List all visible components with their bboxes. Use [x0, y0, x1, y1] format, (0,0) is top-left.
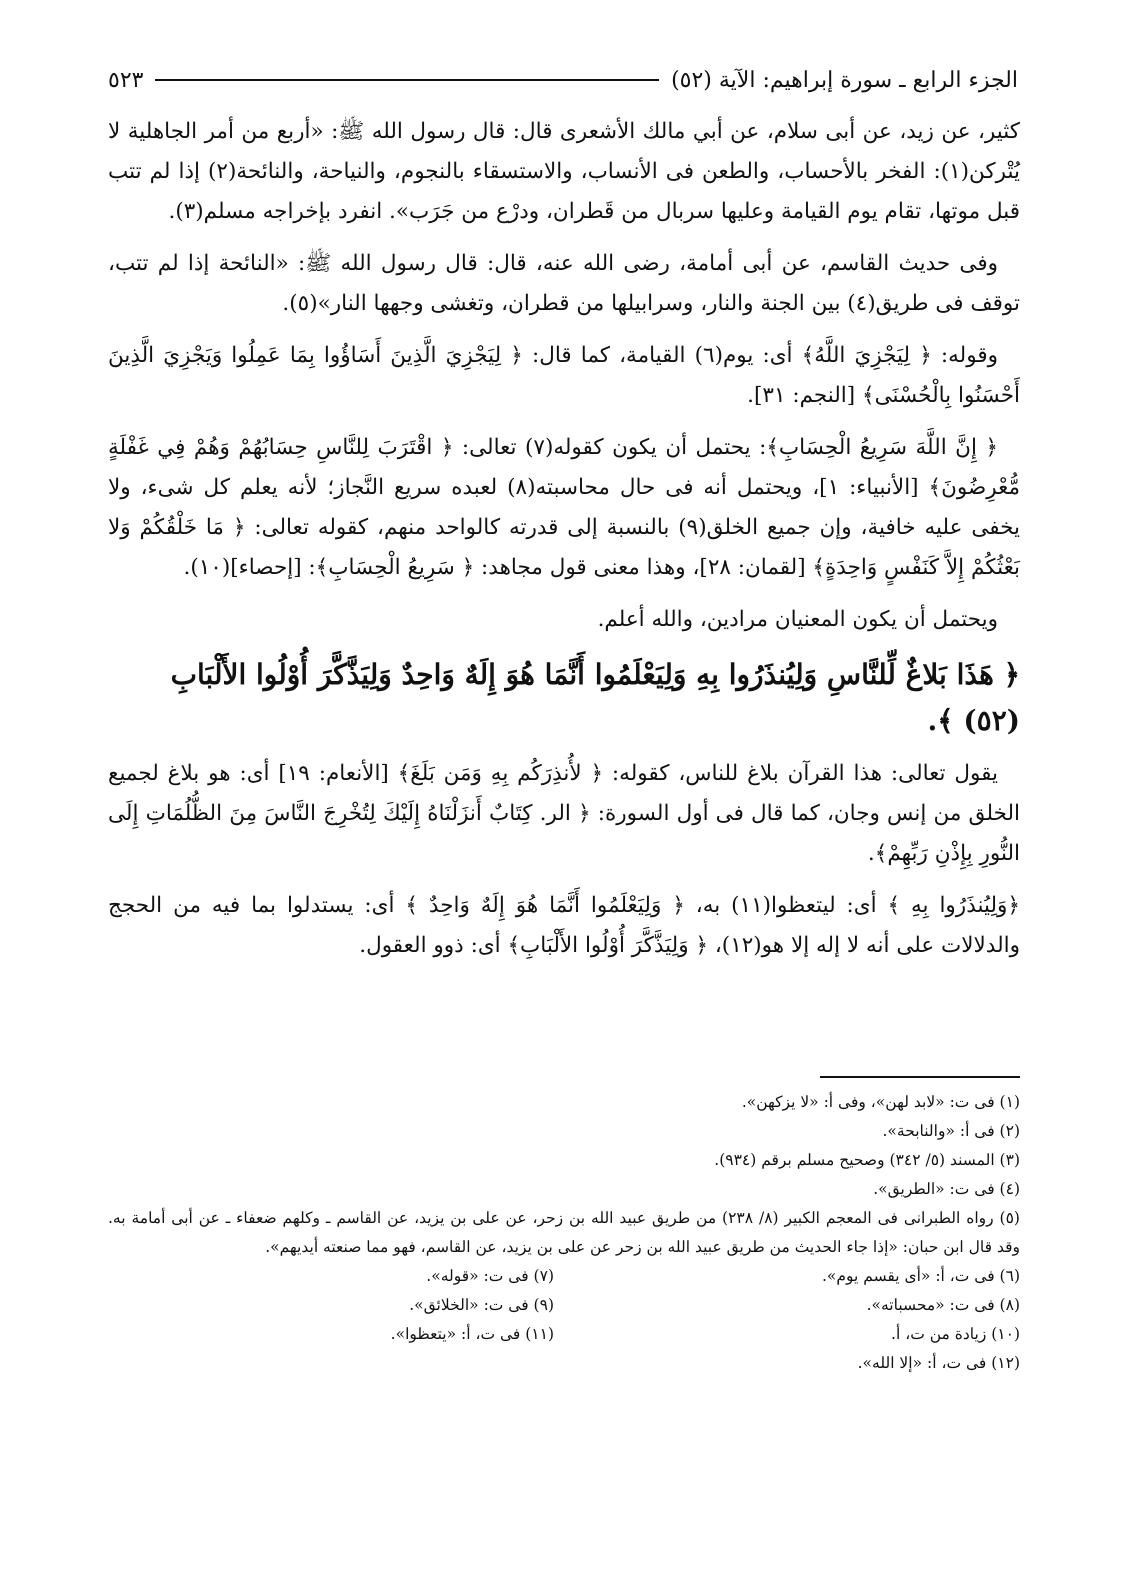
footnote-9: (٩) فى ت: «الخلائق».	[409, 1296, 554, 1314]
footnote-6: (٦) فى ت، أ: «أى يقسم يوم».	[822, 1267, 1020, 1285]
footnote-2: (٢) فى أ: «والنابحة».	[882, 1122, 1020, 1140]
running-header	[108, 60, 1018, 100]
footnote-7: (٧) فى ت: «قوله».	[426, 1267, 554, 1285]
footnote-10: (١٠) زيادة من ت، أ.	[891, 1325, 1020, 1343]
footnote-4: (٤) فى ت: «الطريق».	[873, 1180, 1020, 1198]
footnote-1: (١) فى ت: «لابد لهن»، وفى أ: «لا يزكهن».	[741, 1093, 1020, 1111]
paragraph-walyundharu: ﴿وَلِيُنذَرُوا بِهِ ﴾ أى: ليتعظوا(١١) به، ﴿ وَلِيَعْلَمُوا أَنَّمَا هُوَ إِلَهٌ وَاحِدٌ ﴾ أى: يستدلوا بما فيه من الحجج والدلالات على أنه لا إله إلا هو(١٢)، ﴿ وَلِيَذَّكَّرَ أُوْلُوا الأَلْبَابِ﴾ أى: ذوو العقول.	[108, 893, 1020, 958]
footnote-8: (٨) فى ت: «محسباته».	[866, 1296, 1020, 1314]
main-text	[108, 112, 1020, 978]
paragraph-balagh: يقول تعالى: هذا القرآن بلاغ للناس، كقوله: ﴿ لأُنذِرَكُم بِهِ وَمَن بَلَغَ﴾ [الأنعام: ١٩] أى: هو بلاغ لجميع الخلق من إنس وجان، كما قال فى أول السورة: ﴿ الر. كِتَابٌ أَنزَلْنَاهُ إِلَيْكَ لِتُخْرِجَ النَّاسَ مِنَ الظُّلُمَاتِ إِلَى النُّورِ بِإِذْنِ رَبِّهِمْ﴾.	[108, 761, 1020, 866]
paragraph-hadith-abu-malik: كثير، عن زيد، عن أبى سلام، عن أبي مالك الأشعرى قال: قال رسول الله ﷺ: «أربع من أمر الجاهلية لا يُتْركن(١): الفخر بالأحساب، والطعن فى الأنساب، والاستسقاء بالنجوم، والنياحة، والنائحة(٢) إذا لم تتب قبل موتها، تقام يوم القيامة وعليها سربال من قَطران، ودرْع من جَرَب». انفرد بإخراجه مسلم(٣).	[108, 119, 1020, 224]
footnote-12: (١٢) فى ت، أ: «إلا الله».	[857, 1354, 1020, 1372]
footnote-5: (٥) رواه الطبرانى فى المعجم الكبير (٨/ ٢٣٨) من طريق عبيد الله بن زحر، عن على بن يزيد، عن القاسم ـ وكلهم ضعفاء ـ عن أبى أمامة به. وقد قال ابن حبان: «إذا جاء الحديث من طريق عبيد الله بن زحر عن على بن يزيد، عن القاسم، فهو مما صنعته أيديهم».	[108, 1209, 1020, 1256]
footnote-11: (١١) فى ت، أ: «يتعظوا».	[390, 1325, 554, 1343]
paragraph-liyajziya: وقوله: ﴿ لِيَجْزِيَ اللَّهُ﴾ أى: يوم(٦) القيامة، كما قال: ﴿ لِيَجْزِيَ الَّذِينَ أَسَاؤُوا بِمَا عَمِلُوا وَيَجْزِيَ الَّذِينَ أَحْسَنُوا بِالْحُسْنَى﴾ [النجم: ٣١].	[108, 343, 1020, 408]
verse-heading: ﴿ هَذَا بَلاغٌ لِّلنَّاسِ وَلِيُنذَرُوا بِهِ وَلِيَعْلَمُوا أَنَّمَا هُوَ إِلَهٌ وَاحِدٌ وَلِيَذَّكَّرَ أُوْلُوا الأَلْبَابِ (٥٢) ﴾.	[170, 658, 1020, 737]
footnotes	[108, 1088, 1020, 1378]
footnote-grid	[108, 1262, 1020, 1378]
page-number: ٥٢٣	[108, 67, 144, 93]
paragraph-conclusion: ويحتمل أن يكون المعنيان مرادين، والله أعلم.	[597, 607, 998, 632]
header-rule	[155, 79, 659, 81]
header-title: الجزء الرابع ـ سورة إبراهيم: الآية (٥٢)	[671, 67, 1018, 93]
paragraph-sari-al-hisab: ﴿ إِنَّ اللَّهَ سَرِيعُ الْحِسَابِ﴾: يحتمل أن يكون كقوله(٧) تعالى: ﴿ اقْتَرَبَ لِلنَّاسِ حِسَابُهُمْ وَهُمْ فِي غَفْلَةٍ مُّعْرِضُونَ﴾ [الأنبياء: ١]، ويحتمل أنه فى حال محاسبته(٨) لعبده سريع النَّجاز؛ لأنه يعلم كل شىء، ولا يخفى عليه خافية، وإن جميع الخلق(٩) بالنسبة إلى قدرته كالواحد منهم، كقوله تعالى: ﴿ مَا خَلْقُكُمْ وَلا بَعْثُكُمْ إِلاَّ كَنَفْسٍ وَاحِدَةٍ﴾ [لقمان: ٢٨]، وهذا معنى قول مجاهد: ﴿ سَرِيعُ الْحِسَابِ﴾: [إحصاء](١٠).	[108, 435, 1020, 580]
footnote-3: (٣) المسند (٥/ ٣٤٢) وصحيح مسلم برقم (٩٣٤).	[714, 1151, 1020, 1169]
paragraph-hadith-abu-umama: وفى حديث القاسم، عن أبى أمامة، رضى الله عنه، قال: قال رسول الله ﷺ: «النائحة إذا لم تتب، توقف فى طريق(٤) بين الجنة والنار، وسرابيلها من قطران، وتغشى وجهها النار»(٥).	[108, 251, 1020, 316]
footnote-separator	[820, 1076, 1020, 1078]
